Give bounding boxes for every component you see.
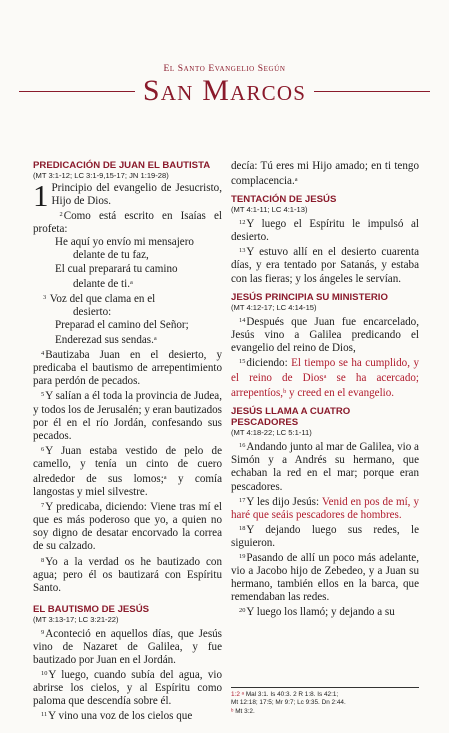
- section-heading-pescadores: JESÚS LLAMA A CUATRO PESCADORES: [231, 406, 351, 429]
- page-header: [0, 64, 449, 106]
- section-ref: (MT 3:13-17; LC 3:21-22): [33, 614, 119, 624]
- verse-8: $^8$Yo a la verdad os he bautizado con agua; pero él os bautizará con Espíritu Santo.: [33, 555, 222, 594]
- section-ref: (MT 4:12-17; LC 4:14-15): [231, 302, 317, 312]
- verse-19: $^{19}$Pasando de allí un poco más adelante, vio a Jacobo hijo de Zebedeo, y a Juan su hermano, también ellos en la barca, que remendaban las redes.: [231, 551, 419, 604]
- book-title: San Marcos: [142, 74, 307, 107]
- title-row: [0, 76, 449, 106]
- right-column: [231, 160, 419, 619]
- section-heading-juan-bautista: PREDICACIÓN DE JUAN EL BAUTISTA: [33, 160, 211, 171]
- verse-17: $^{17}$Y les dijo Jesús: Venid en pos de mí, y haré que seáis pescadores de hombres.: [231, 495, 419, 521]
- footnotes: 1:2 ᵃ Mal 3:1. Is 40:3. 2 R 1:8. Is 42:1; Mt 12:18; 17:5; Mr 9:7; Lc 9:35. Dn 2:44. ᵇ Mt 3:2.: [231, 687, 419, 716]
- verse-12: $^{12}$Y luego el Espíritu le impulsó al desierto.: [231, 218, 419, 244]
- verse-13: $^{13}$Y estuvo allí en el desierto cuarenta días, y era tentado por Satanás, y estaba con las fieras; y los ángeles le servían.: [231, 246, 419, 285]
- verse-14: $^{14}$Después que Juan fue encarcelado, Jesús vino a Galilea predicando el evangelio del reino de Dios,: [231, 315, 419, 354]
- verse-16: $^{16}$Andando junto al mar de Galilea, vio a Simón y a Andrés su hermano, que echaban la red en el mar; porque eran pescadores.: [231, 441, 419, 493]
- section-heading-bautismo: EL BAUTISMO DE JESÚS: [33, 603, 150, 615]
- verse-2: $^2$Como está escrito en Isaías el profeta:: [33, 210, 222, 236]
- title-rule-left: [19, 91, 135, 92]
- quotation-block: He aquí yo envío mi mensajero delante de tu faz, El cual preparará tu camino delante de ti.$^a$ $^3$ Voz del que clama en el desierto: Preparad el camino del Señor; Enderezad sus sendas.$^a$: [43, 236, 194, 347]
- verse-9: $^9$Aconteció en aquellos días, que Jesús vino de Nazaret de Galilea, y fue bautizado por Juan en el Jordán.: [33, 627, 222, 666]
- verse-20: $^{20}$Y luego los llamó; y dejando a su: [239, 606, 395, 619]
- verse-18: $^{18}$Y dejando luego sus redes, le siguieron.: [231, 523, 419, 549]
- section-ref: (MT 4:18-22; LC 5:1-11): [231, 428, 312, 438]
- section-ref: (MT 3:1-12; LC 3:1-9,15-17; JN 1:19-28): [33, 171, 169, 180]
- verse-6: $^6$Y Juan estaba vestido de pelo de camello, y tenía un cinto de cuero alrededor de sus lomos;$^a$ y comía langostas y miel silvestre.: [33, 444, 222, 499]
- verse-4: $^4$Bautizaba Juan en el desierto, y predicaba el bautismo de arrepentimiento para perdón de pecados.: [33, 349, 222, 388]
- book-kicker: El Santo Evangelio Según: [163, 64, 286, 74]
- verse-7: $^7$Y predicaba, diciendo: Viene tras mí el que es más poderoso que yo, a quien no soy digno de desatar encorvado la correa de su calzado.: [33, 501, 222, 553]
- verse-1: 1 Principio del evangelio de Jesucristo, Hijo de Dios.: [33, 178, 222, 213]
- verse-10: $^{10}$Y luego, cuando subía del agua, vio abrirse los cielos, y al Espíritu como paloma que descendía sobre él.: [33, 669, 222, 708]
- verse-11: $^{11}$Y vino una voz de los cielos que: [41, 710, 193, 723]
- verse-15: $^{15}$diciendo: El tiempo se ha cumplido, y el reino de Dios$^a$ se ha acercado; arrepentíos,$^b$ y creed en el evangelio.: [231, 356, 419, 400]
- section-ref: (MT 4:1-11; LC 4:1-13): [231, 205, 308, 215]
- verse-5: $^5$Y salían a él toda la provincia de Judea, y todos los de Jerusalén; y eran bautizados por él en el río Jordán, confesando sus pecados.: [33, 390, 222, 442]
- section-heading-tentacion: TENTACIÓN DE JESÚS: [231, 194, 337, 206]
- section-heading-ministerio: JESÚS PRINCIPIA SU MINISTERIO: [231, 291, 388, 303]
- chapter-number: 1: [33, 178, 49, 213]
- title-rule-right: [314, 91, 430, 92]
- left-column: [33, 160, 222, 723]
- verse-11-cont: decía: Tú eres mi Hijo amado; en ti tengo complacencia.$^a$: [231, 160, 419, 188]
